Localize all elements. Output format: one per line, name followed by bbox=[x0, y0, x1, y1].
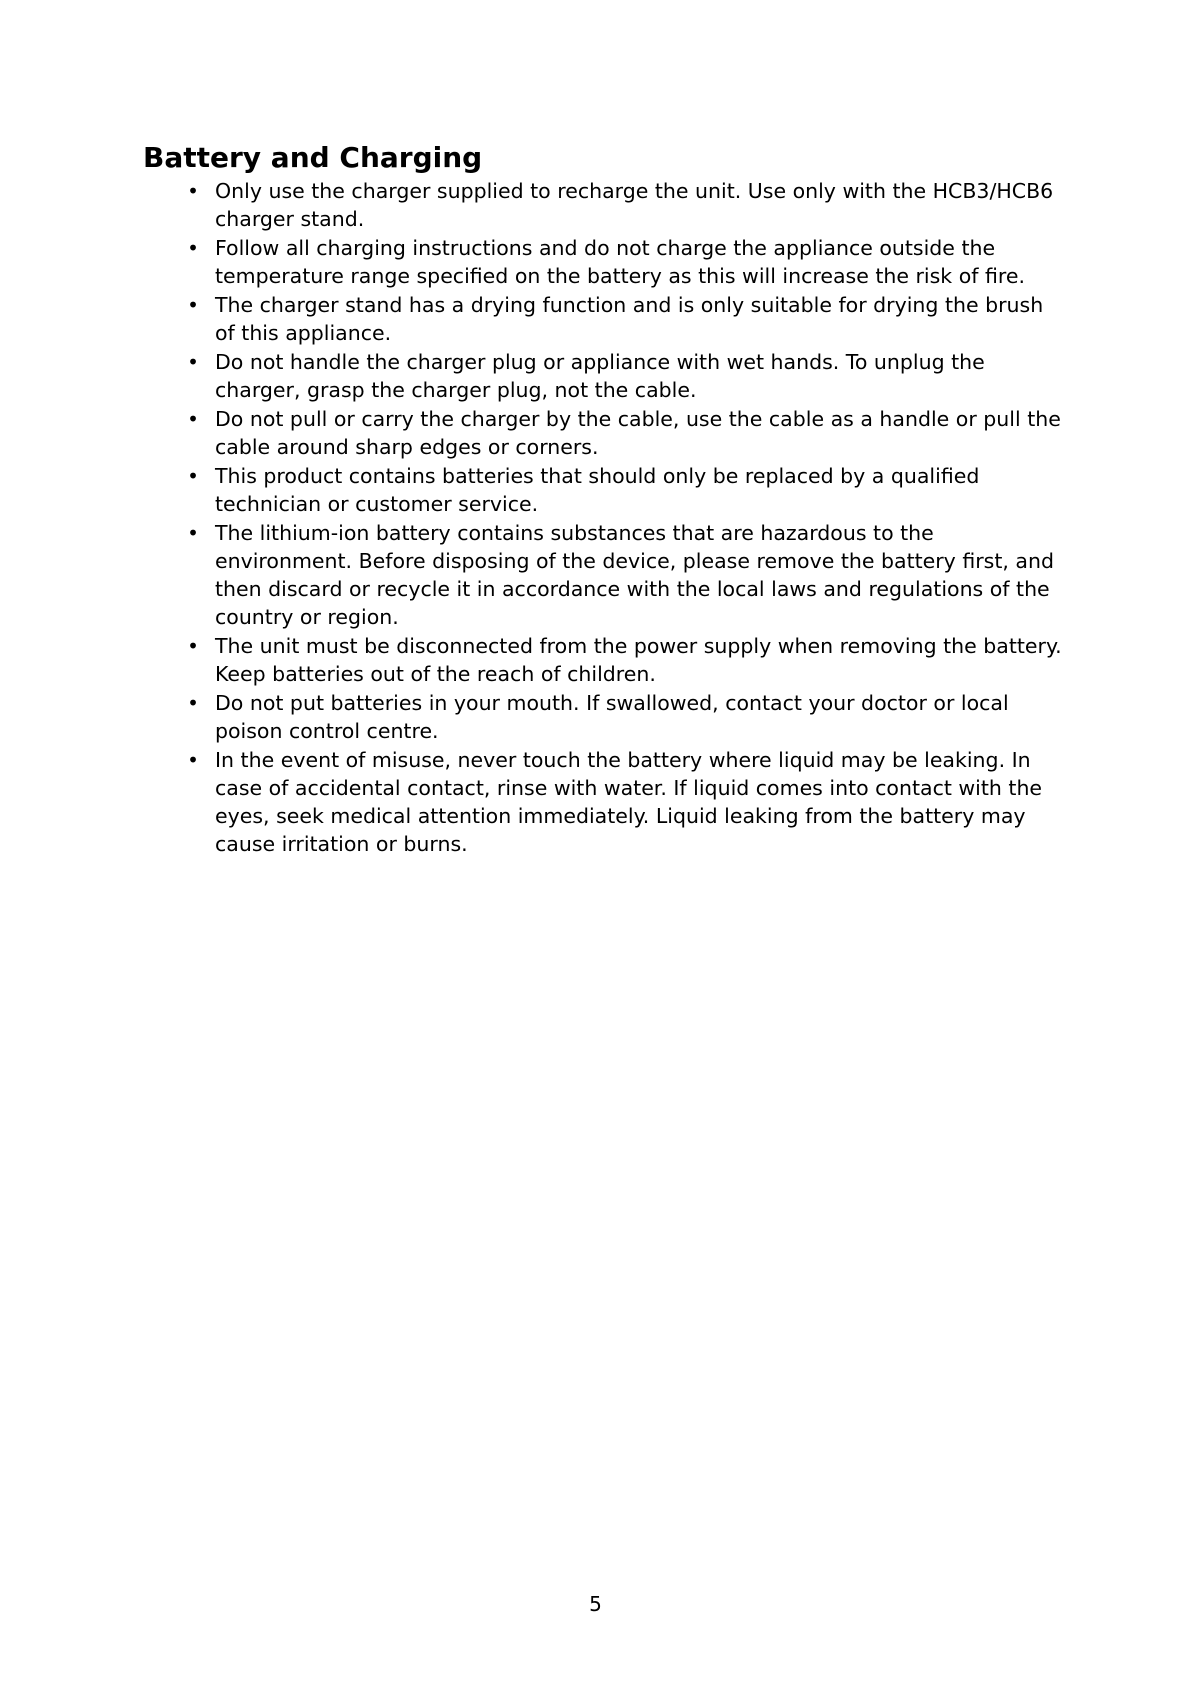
list-item bbox=[143, 462, 1063, 518]
list-item-text: Do not put batteries in your mouth. If swallowed, contact your doctor or local poison control centre. bbox=[215, 691, 1009, 743]
list-item-text: The lithium-ion battery contains substances that are hazardous to the environment. Before disposing of the device, please remove the battery first, and then discard or recycle it in accordance with the local laws and regulations of the country or region. bbox=[215, 521, 1054, 629]
list-item bbox=[143, 177, 1063, 233]
bullet-icon: • bbox=[187, 236, 199, 260]
list-item-text: Follow all charging instructions and do not charge the appliance outside the temperature range specified on the battery as this will increase the risk of fire. bbox=[215, 236, 1025, 288]
page-number: 5 bbox=[589, 1592, 602, 1616]
list-item-text: This product contains batteries that should only be replaced by a qualified technician or customer service. bbox=[215, 464, 980, 516]
list-item bbox=[143, 519, 1063, 631]
list-item bbox=[143, 234, 1063, 290]
list-item bbox=[143, 291, 1063, 347]
list-item-text: Do not pull or carry the charger by the cable, use the cable as a handle or pull the cable around sharp edges or corners. bbox=[215, 407, 1061, 459]
list-item-text: Only use the charger supplied to recharge the unit. Use only with the HCB3/HCB6 charger stand. bbox=[215, 179, 1054, 231]
list-item bbox=[143, 746, 1063, 858]
list-item-text: The unit must be disconnected from the power supply when removing the battery. Keep batteries out of the reach of children. bbox=[215, 634, 1062, 686]
bullet-icon: • bbox=[187, 179, 199, 203]
section-heading: Battery and Charging bbox=[143, 141, 483, 174]
list-item bbox=[143, 405, 1063, 461]
bullet-icon: • bbox=[187, 293, 199, 317]
bullet-icon: • bbox=[187, 691, 199, 715]
list-item bbox=[143, 632, 1063, 688]
bullet-icon: • bbox=[187, 521, 199, 545]
bullet-icon: • bbox=[187, 350, 199, 374]
bullet-icon: • bbox=[187, 748, 199, 772]
list-item bbox=[143, 348, 1063, 404]
bullet-icon: • bbox=[187, 464, 199, 488]
list-item-text: The charger stand has a drying function and is only suitable for drying the brush of this appliance. bbox=[215, 293, 1044, 345]
safety-bullet-list bbox=[143, 177, 1063, 859]
bullet-icon: • bbox=[187, 407, 199, 431]
list-item bbox=[143, 689, 1063, 745]
list-item-text: Do not handle the charger plug or appliance with wet hands. To unplug the charger, grasp the charger plug, not the cable. bbox=[215, 350, 985, 402]
bullet-icon: • bbox=[187, 634, 199, 658]
list-item-text: In the event of misuse, never touch the battery where liquid may be leaking. In case of accidental contact, rinse with water. If liquid comes into contact with the eyes, seek medical attention immediately. Liquid leaking from the battery may cause irritation or burns. bbox=[215, 748, 1043, 856]
